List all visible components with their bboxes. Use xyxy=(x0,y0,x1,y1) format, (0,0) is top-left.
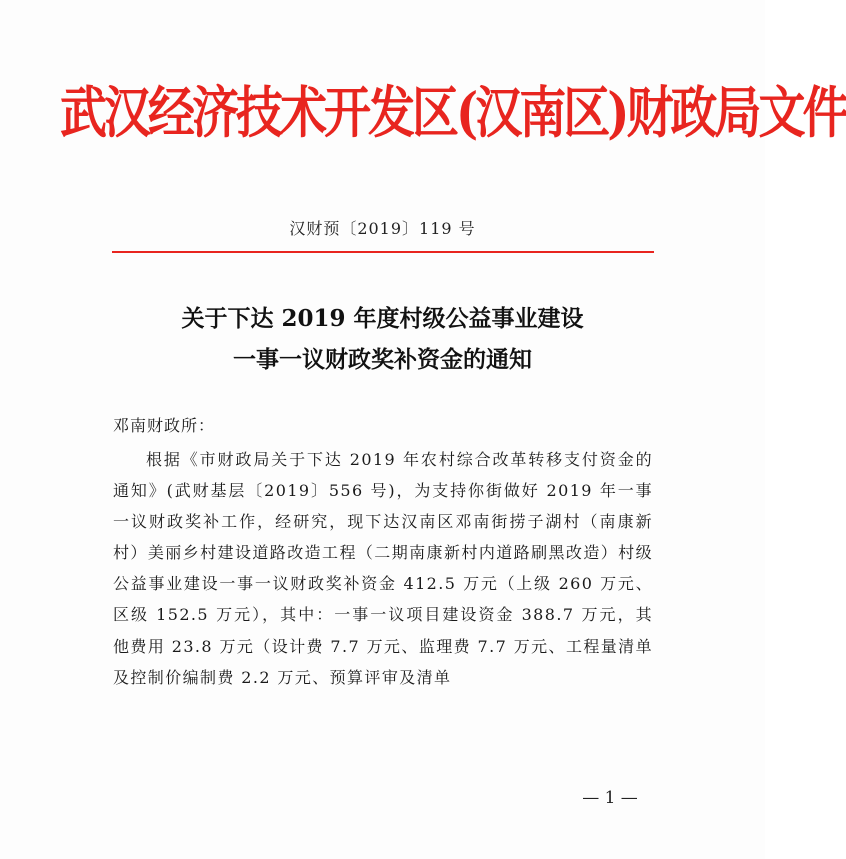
notice-title-line-1: 关于下达 2019 年度村级公益事业建设 xyxy=(181,305,584,332)
issuer-masthead: 武汉经济技术开发区(汉南区)财政局文件 xyxy=(60,81,846,147)
page-number: — 1 — xyxy=(582,788,638,808)
salutation: 邓南财政所： xyxy=(113,416,216,435)
document-number: 汉财预〔2019〕119 号 xyxy=(289,219,476,238)
red-separator-line xyxy=(112,251,654,253)
body-paragraph: 根据《市财政局关于下达 2019 年农村综合改革转移支付资金的通知》(武财基层〔2019〕556 号)，为支持你街做好 2019 年一事一议财政奖补工作，经研究，现下达汉南区邓南街捞子湖村（南康新村）美丽乡村建设道路改造工程（二期南康新村内道路刷黑改造）村级公益事业建设一事一议财政奖补资金 412.5 万元（上级 260 万元、区级 152.5 万元），其中：一事一议项目建设资金 388.7 万元，其他费用 23.8 万元（设计费 7.7 万元、监理费 7.7 万元、工程量清单及控制价编制费 2.2 万元、预算评审及清单 xyxy=(113,450,653,687)
notice-title-line-2: 一事一议财政奖补资金的通知 xyxy=(233,346,532,373)
